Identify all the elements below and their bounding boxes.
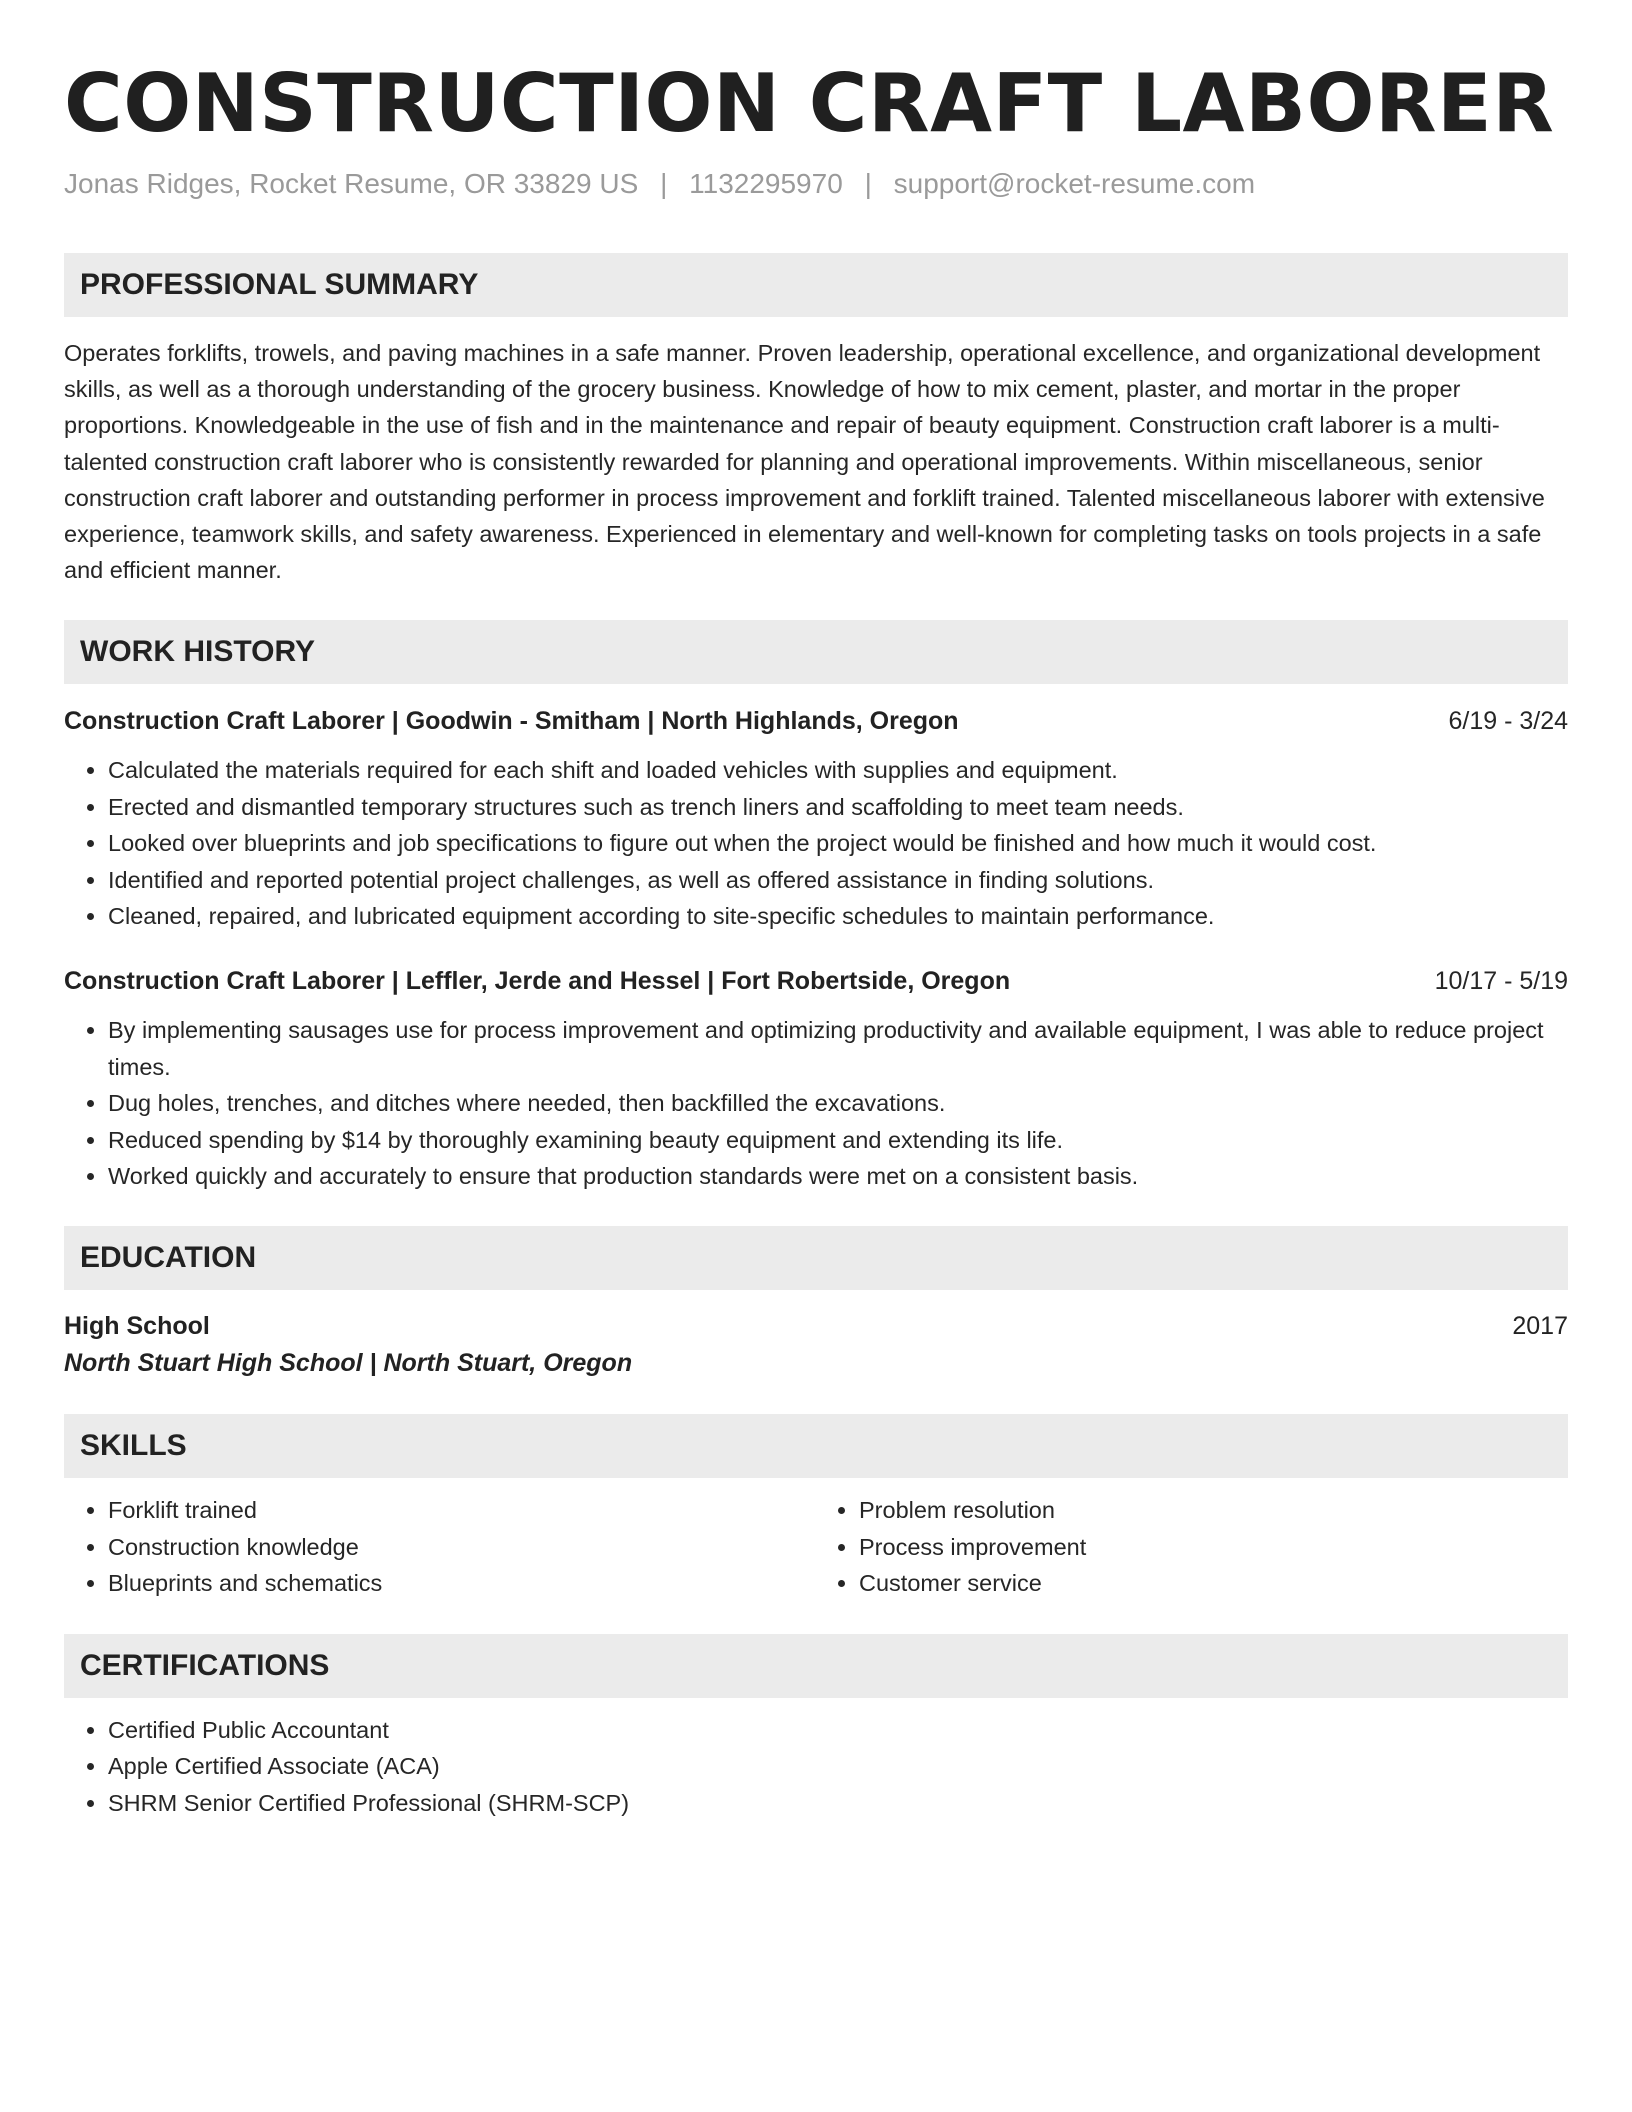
education-year: 2017 [1512, 1312, 1568, 1341]
education-school: North Stuart High School | North Stuart, Oregon [64, 1349, 633, 1378]
section-heading-work-history: WORK HISTORY [64, 620, 1568, 684]
skill-item: • Blueprints and schematics [108, 1565, 817, 1601]
job-bullets [64, 752, 1568, 934]
job-entry [64, 964, 1568, 1194]
job-title: Construction Craft Laborer | Goodwin - Smitham | North Highlands, Oregon [64, 707, 959, 736]
contact-email[interactable]: support@rocket-resume.com [893, 168, 1256, 199]
job-bullet: • Identified and reported potential project challenges, as well as offered assistance in finding solutions. [108, 862, 1568, 898]
skills-column-right [817, 1492, 1568, 1601]
job-bullet: • Dug holes, trenches, and ditches where needed, then backfilled the excavations. [108, 1085, 1568, 1121]
certification-item: • SHRM Senior Certified Professional (SHRM-SCP) [108, 1785, 1568, 1821]
section-heading-skills: SKILLS [64, 1414, 1568, 1478]
section-heading-certifications: CERTIFICATIONS [64, 1634, 1568, 1698]
certification-list [64, 1712, 1568, 1821]
skill-item: • Process improvement [859, 1529, 1568, 1565]
job-title: Construction Craft Laborer | Leffler, Jerde and Hessel | Fort Robertside, Oregon [64, 967, 1011, 996]
job-bullet: • Worked quickly and accurately to ensure that production standards were met on a consistent basis. [108, 1158, 1568, 1194]
job-entry [64, 704, 1568, 934]
contact-separator: | [660, 168, 668, 199]
section-heading-summary: PROFESSIONAL SUMMARY [64, 253, 1568, 317]
contact-address: Jonas Ridges, Rocket Resume, OR 33829 US [64, 168, 639, 199]
job-bullets [64, 1012, 1568, 1194]
contact-phone: 1132295970 [689, 168, 843, 199]
skill-item: • Problem resolution [859, 1492, 1568, 1528]
skill-item: • Forklift trained [108, 1492, 817, 1528]
education-row [64, 1308, 1568, 1344]
summary-text: Operates forklifts, trowels, and paving machines in a safe manner. Proven leadership, operational excellence, and organizational development skills, as well as a thorough understanding of the grocery business. Knowledge of how to mix cement, plaster, and mortar in the proper proportions. Knowledgeable in the use of fish and in the maintenance and repair of beauty equipment. Construction craft laborer is a multi-talented construction craft laborer who is consistently rewarded for planning and operational improvements. Within miscellaneous, senior construction craft laborer and outstanding performer in process improvement and forklift trained. Talented miscellaneous laborer with extensive experience, teamwork skills, and safety awareness. Experienced in elementary and well-known for completing tasks on tools projects in a safe and efficient manner. [64, 340, 1545, 584]
job-header [64, 704, 1568, 738]
skill-item: • Customer service [859, 1565, 1568, 1601]
contact-line [64, 166, 1568, 202]
skills-grid [64, 1492, 1568, 1601]
certification-item: • Apple Certified Associate (ACA) [108, 1748, 1568, 1784]
certification-item: • Certified Public Accountant [108, 1712, 1568, 1748]
resume-page [64, 56, 1568, 1821]
job-bullet: • By implementing sausages use for process improvement and optimizing productivity and available equipment, I was able to reduce project times. [108, 1012, 1568, 1085]
contact-separator: | [864, 168, 872, 199]
education-degree: High School [64, 1312, 210, 1341]
job-bullet: • Looked over blueprints and job specifications to figure out when the project would be finished and how much it would cost. [108, 825, 1568, 861]
job-bullet: • Cleaned, repaired, and lubricated equipment according to site-specific schedules to maintain performance. [108, 898, 1568, 934]
job-bullet: • Erected and dismantled temporary structures such as trench liners and scaffolding to meet team needs. [108, 789, 1568, 825]
section-heading-education: EDUCATION [64, 1226, 1568, 1290]
job-dates: 10/17 - 5/19 [1434, 967, 1568, 996]
skills-column-left [64, 1492, 817, 1601]
skill-item: • Construction knowledge [108, 1529, 817, 1565]
job-header [64, 964, 1568, 998]
candidate-title: CONSTRUCTION CRAFT LABORER [64, 57, 1555, 150]
job-bullet: • Calculated the materials required for each shift and loaded vehicles with supplies and equipment. [108, 752, 1568, 788]
job-dates: 6/19 - 3/24 [1448, 707, 1568, 736]
job-bullet: • Reduced spending by $14 by thoroughly examining beauty equipment and extending its life. [108, 1122, 1568, 1158]
